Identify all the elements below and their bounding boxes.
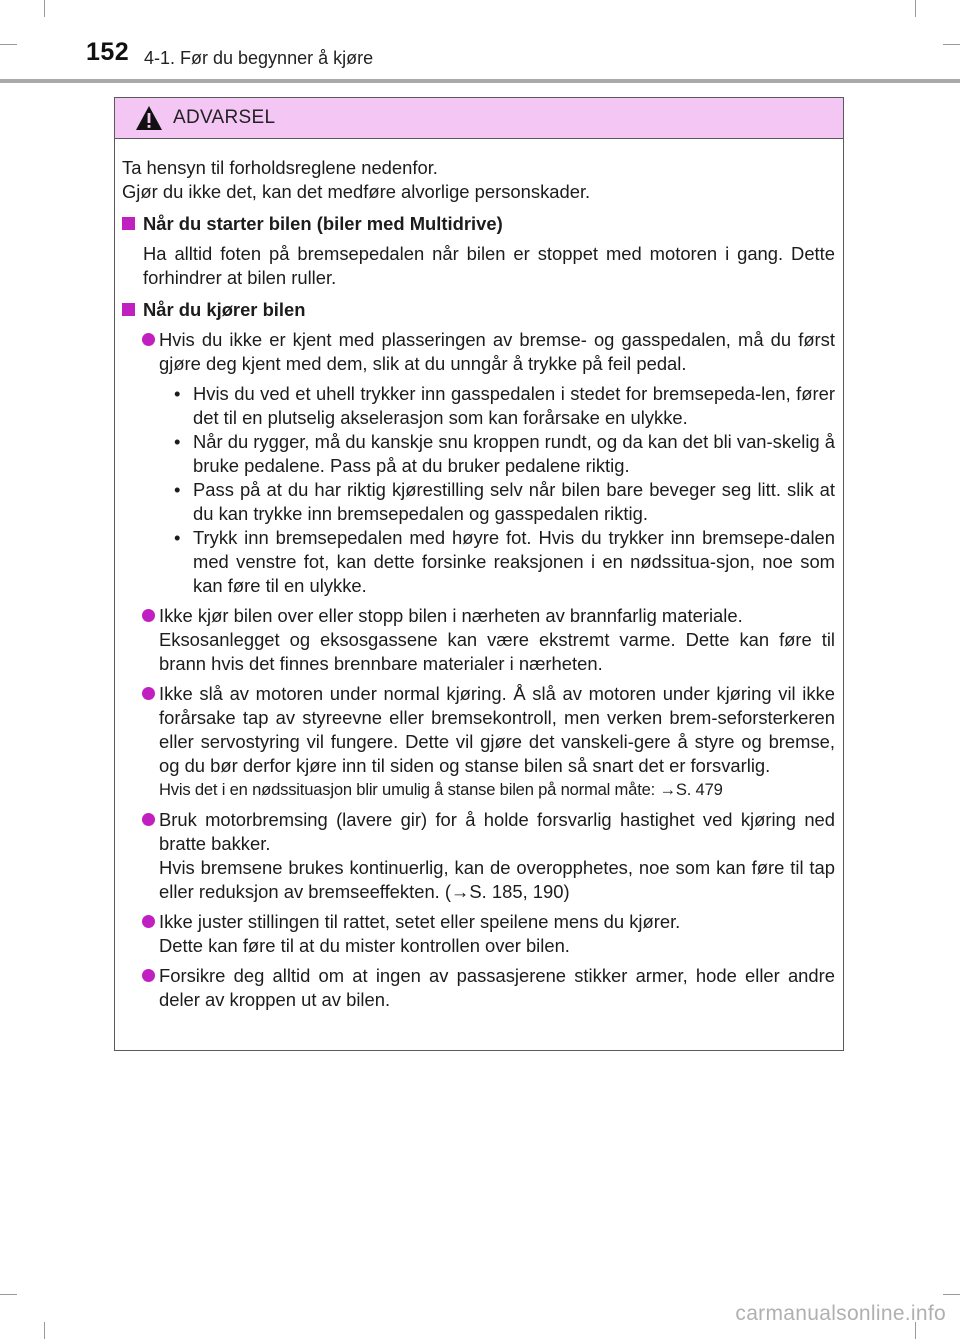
bullet-glyph: • <box>174 431 181 452</box>
list-item-text: Ikke slå av motoren under normal kjøring. Å slå av motoren under kjøring vil ikke forårsake tap av styreevne eller bremsekontroll, men verken brem-seforsterkeren eller servostyring vil fungere. Dette vil gjøre det vanskeli-gere å styre og bremse, og du bør derfor kjøre inn til siden og stanse bilen så snart det er forsvarlig. <box>159 683 835 776</box>
sub-bullet-text: Når du rygger, må du kanskje snu kroppen rundt, og da kan det bli van-skelig å bruke pedalene. Pass på at du bruker pedalene riktig. <box>193 431 836 476</box>
circle-bullet-icon <box>142 915 155 928</box>
warning-box <box>114 97 844 1051</box>
circle-bullet-icon <box>142 969 155 982</box>
crop-mark <box>0 1294 17 1295</box>
crop-mark <box>44 0 45 17</box>
crop-mark <box>943 1294 960 1295</box>
warning-triangle-icon <box>135 105 163 131</box>
circle-bullet-icon <box>142 333 155 346</box>
circle-bullet-icon <box>142 609 155 622</box>
crop-mark <box>44 1322 45 1339</box>
warning-body <box>115 139 843 1012</box>
header-rule <box>0 79 960 83</box>
list-item-text: Dette kan føre til at du mister kontrollen over bilen. <box>159 935 570 956</box>
sub-bullet-item <box>174 478 835 526</box>
sub-bullet-item <box>174 430 835 478</box>
circle-bullet-icon <box>142 687 155 700</box>
warning-title: ADVARSEL <box>173 107 276 128</box>
list-item-text: Hvis bremsene brukes kontinuerlig, kan de overopphetes, noe som kan føre til tap eller reduksjon av bremseeffekten. (→S. 185, 190) <box>159 857 835 902</box>
section-heading-text: Når du starter bilen (biler med Multidrive) <box>143 213 503 234</box>
section-title: 4-1. Før du begynner å kjøre <box>144 48 374 68</box>
list-item-text: Forsikre deg alltid om at ingen av passasjerene stikker armer, hode eller andre deler av kroppen ut av bilen. <box>159 965 835 1010</box>
list-item <box>122 964 835 1012</box>
square-bullet-icon <box>122 303 135 316</box>
intro-line: Ta hensyn til forholdsreglene nedenfor. <box>122 157 438 178</box>
list-item-text: Bruk motorbremsing (lavere gir) for å holde forsvarlig hastighet ved kjøring ned bratte bakker. <box>159 809 835 854</box>
page-number: 152 <box>86 38 130 66</box>
sub-bullet-text: Trykk inn bremsepedalen med høyre fot. Hvis du trykker inn bremsepe-dalen med venstre fot, kan dette forsinke reaksjonen i en nødssitua-sjon, noe som kan føre til en ulykke. <box>193 527 835 596</box>
bullet-glyph: • <box>174 479 181 500</box>
crop-mark <box>0 44 17 45</box>
section-paragraph: Ha alltid foten på bremsepedalen når bilen er stoppet med motoren i gang. Dette forhindrer at bilen ruller. <box>143 243 835 288</box>
list-item-text: Ikke juster stillingen til rattet, setet eller speilene mens du kjører. <box>159 911 681 932</box>
sub-bullet-text: Hvis du ved et uhell trykker inn gasspedalen i stedet for bremsepeda-len, fører det til en plutselig akselerasjon som kan forårsake en ulykke. <box>193 383 835 428</box>
cross-reference-note: Hvis det i en nødssituasjon blir umulig å stanse bilen på normal måte: →S. 479 <box>159 780 723 799</box>
crop-mark <box>943 44 960 45</box>
list-item <box>122 682 835 802</box>
intro-line: Gjør du ikke det, kan det medføre alvorlige personskader. <box>122 181 591 202</box>
list-item <box>122 328 835 376</box>
sub-bullet-item <box>174 526 835 598</box>
list-item <box>122 910 835 958</box>
watermark-logo: carmanualsonline.info <box>735 1302 946 1325</box>
section-heading <box>122 298 835 322</box>
section-heading-text: Når du kjører bilen <box>143 299 306 320</box>
bullet-glyph: • <box>174 383 181 404</box>
sub-bullet-item <box>174 382 835 430</box>
list-item <box>122 808 835 904</box>
square-bullet-icon <box>122 217 135 230</box>
list-item-text: Ikke kjør bilen over eller stopp bilen i nærheten av brannfarlig materiale. <box>159 605 743 626</box>
intro-text <box>122 156 835 204</box>
bullet-glyph: • <box>174 527 181 548</box>
crop-mark <box>915 0 916 17</box>
circle-bullet-icon <box>142 813 155 826</box>
list-item-text: Eksosanlegget og eksosgassene kan være ekstremt varme. Dette kan føre til brann hvis det finnes brennbare materialer i nærheten. <box>159 629 835 674</box>
sub-bullet-list <box>122 382 835 598</box>
sub-bullet-text: Pass på at du har riktig kjørestilling selv når bilen bare beveger seg litt. slik at du kan trykke inn bremsepedalen og gasspedalen riktig. <box>193 479 835 524</box>
section-heading <box>122 212 835 236</box>
list-item-text: Hvis du ikke er kjent med plasseringen av bremse- og gasspedalen, må du først gjøre deg kjent med dem, slik at du unngår å trykke på feil pedal. <box>159 329 835 374</box>
warning-header <box>115 98 843 139</box>
list-item <box>122 604 835 676</box>
